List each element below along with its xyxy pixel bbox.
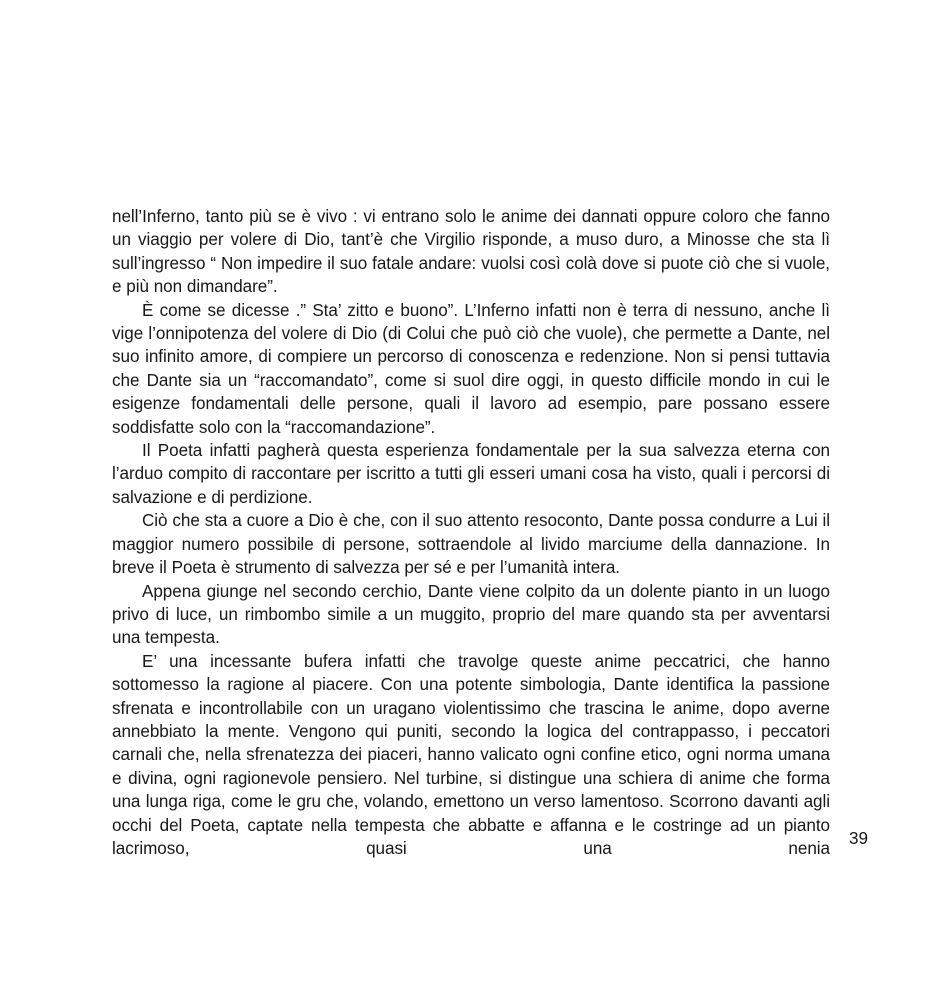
page-number: 39 (849, 829, 869, 848)
paragraph-5: Appena giunge nel secondo cerchio, Dante viene colpito da un dolente pianto in un luogo privo di luce, un rimbombo simile a un muggito, proprio del mare quando sta per avventarsi una tempesta. (112, 581, 830, 648)
paragraph-3: Il Poeta infatti pagherà questa esperienza fondamentale per la sua salvezza eterna con l’arduo compito di raccontare per iscritto a tutti gli esseri umani cosa ha visto, quali i percorsi di salvazione e di perdizione. (112, 441, 830, 507)
paragraph-2: È come se dicesse .” Sta’ zitto e buono”. L’Inferno infatti non è terra di nessuno, anche lì vige l’onnipotenza del volere di Dio (di Colui che può ciò che vuole), che permette a Dante, nel suo infinito amore, di compiere un percorso di conoscenza e redenzione. Non si pensi tuttavia che Dante sia un “raccomandato”, come si suol dire oggi, in questo difficile mondo in cui le esigenze fondamentali delle persone, quali il lavoro ad esempio, pare possano essere soddisfatte solo con la “raccomandazione”. (112, 300, 830, 437)
body-text-column (112, 205, 830, 860)
paragraph-1: nell’Inferno, tanto più se è vivo : vi entrano solo le anime dei dannati oppure coloro che fanno un viaggio per volere di Dio, tant’è che Virgilio risponde, a muso duro, a Minosse che sta lì sull’ingresso “ Non impedire il suo fatale andare: vuolsi così colà dove si puote ciò che si vuole, e più non dimandare”. (112, 207, 830, 297)
paragraph-6: E’ una incessante bufera infatti che travolge queste anime peccatrici, che hanno sottomesso la ragione al piacere. Con una potente simbologia, Dante identifica la passione sfrenata e incontrollabile con un uragano violentissimo che trascina le anime, dopo averne annebbiato la mente. Vengono qui puniti, secondo la logica del contrappasso, i peccatori carnali che, nella sfrenatezza dei piaceri, hanno valicato ogni confine etico, ogni norma umana e divina, ogni ragionevole pensiero. Nel turbine, si distingue una schiera di anime che forma una lunga riga, come le gru che, volando, emettono un verso lamentoso. Scorrono davanti agli occhi del Poeta, captate nella tempesta che abbatte e affanna e le costringe ad un pianto lacrimoso, quasi una nenia (112, 651, 830, 858)
paragraph-4: Ciò che sta a cuore a Dio è che, con il suo attento resoconto, Dante possa condurre a Lui il maggior numero possibile di persone, sottraendole al livido marciume della dannazione. In breve il Poeta è strumento di salvezza per sé e per l’umanità intera. (112, 511, 830, 578)
